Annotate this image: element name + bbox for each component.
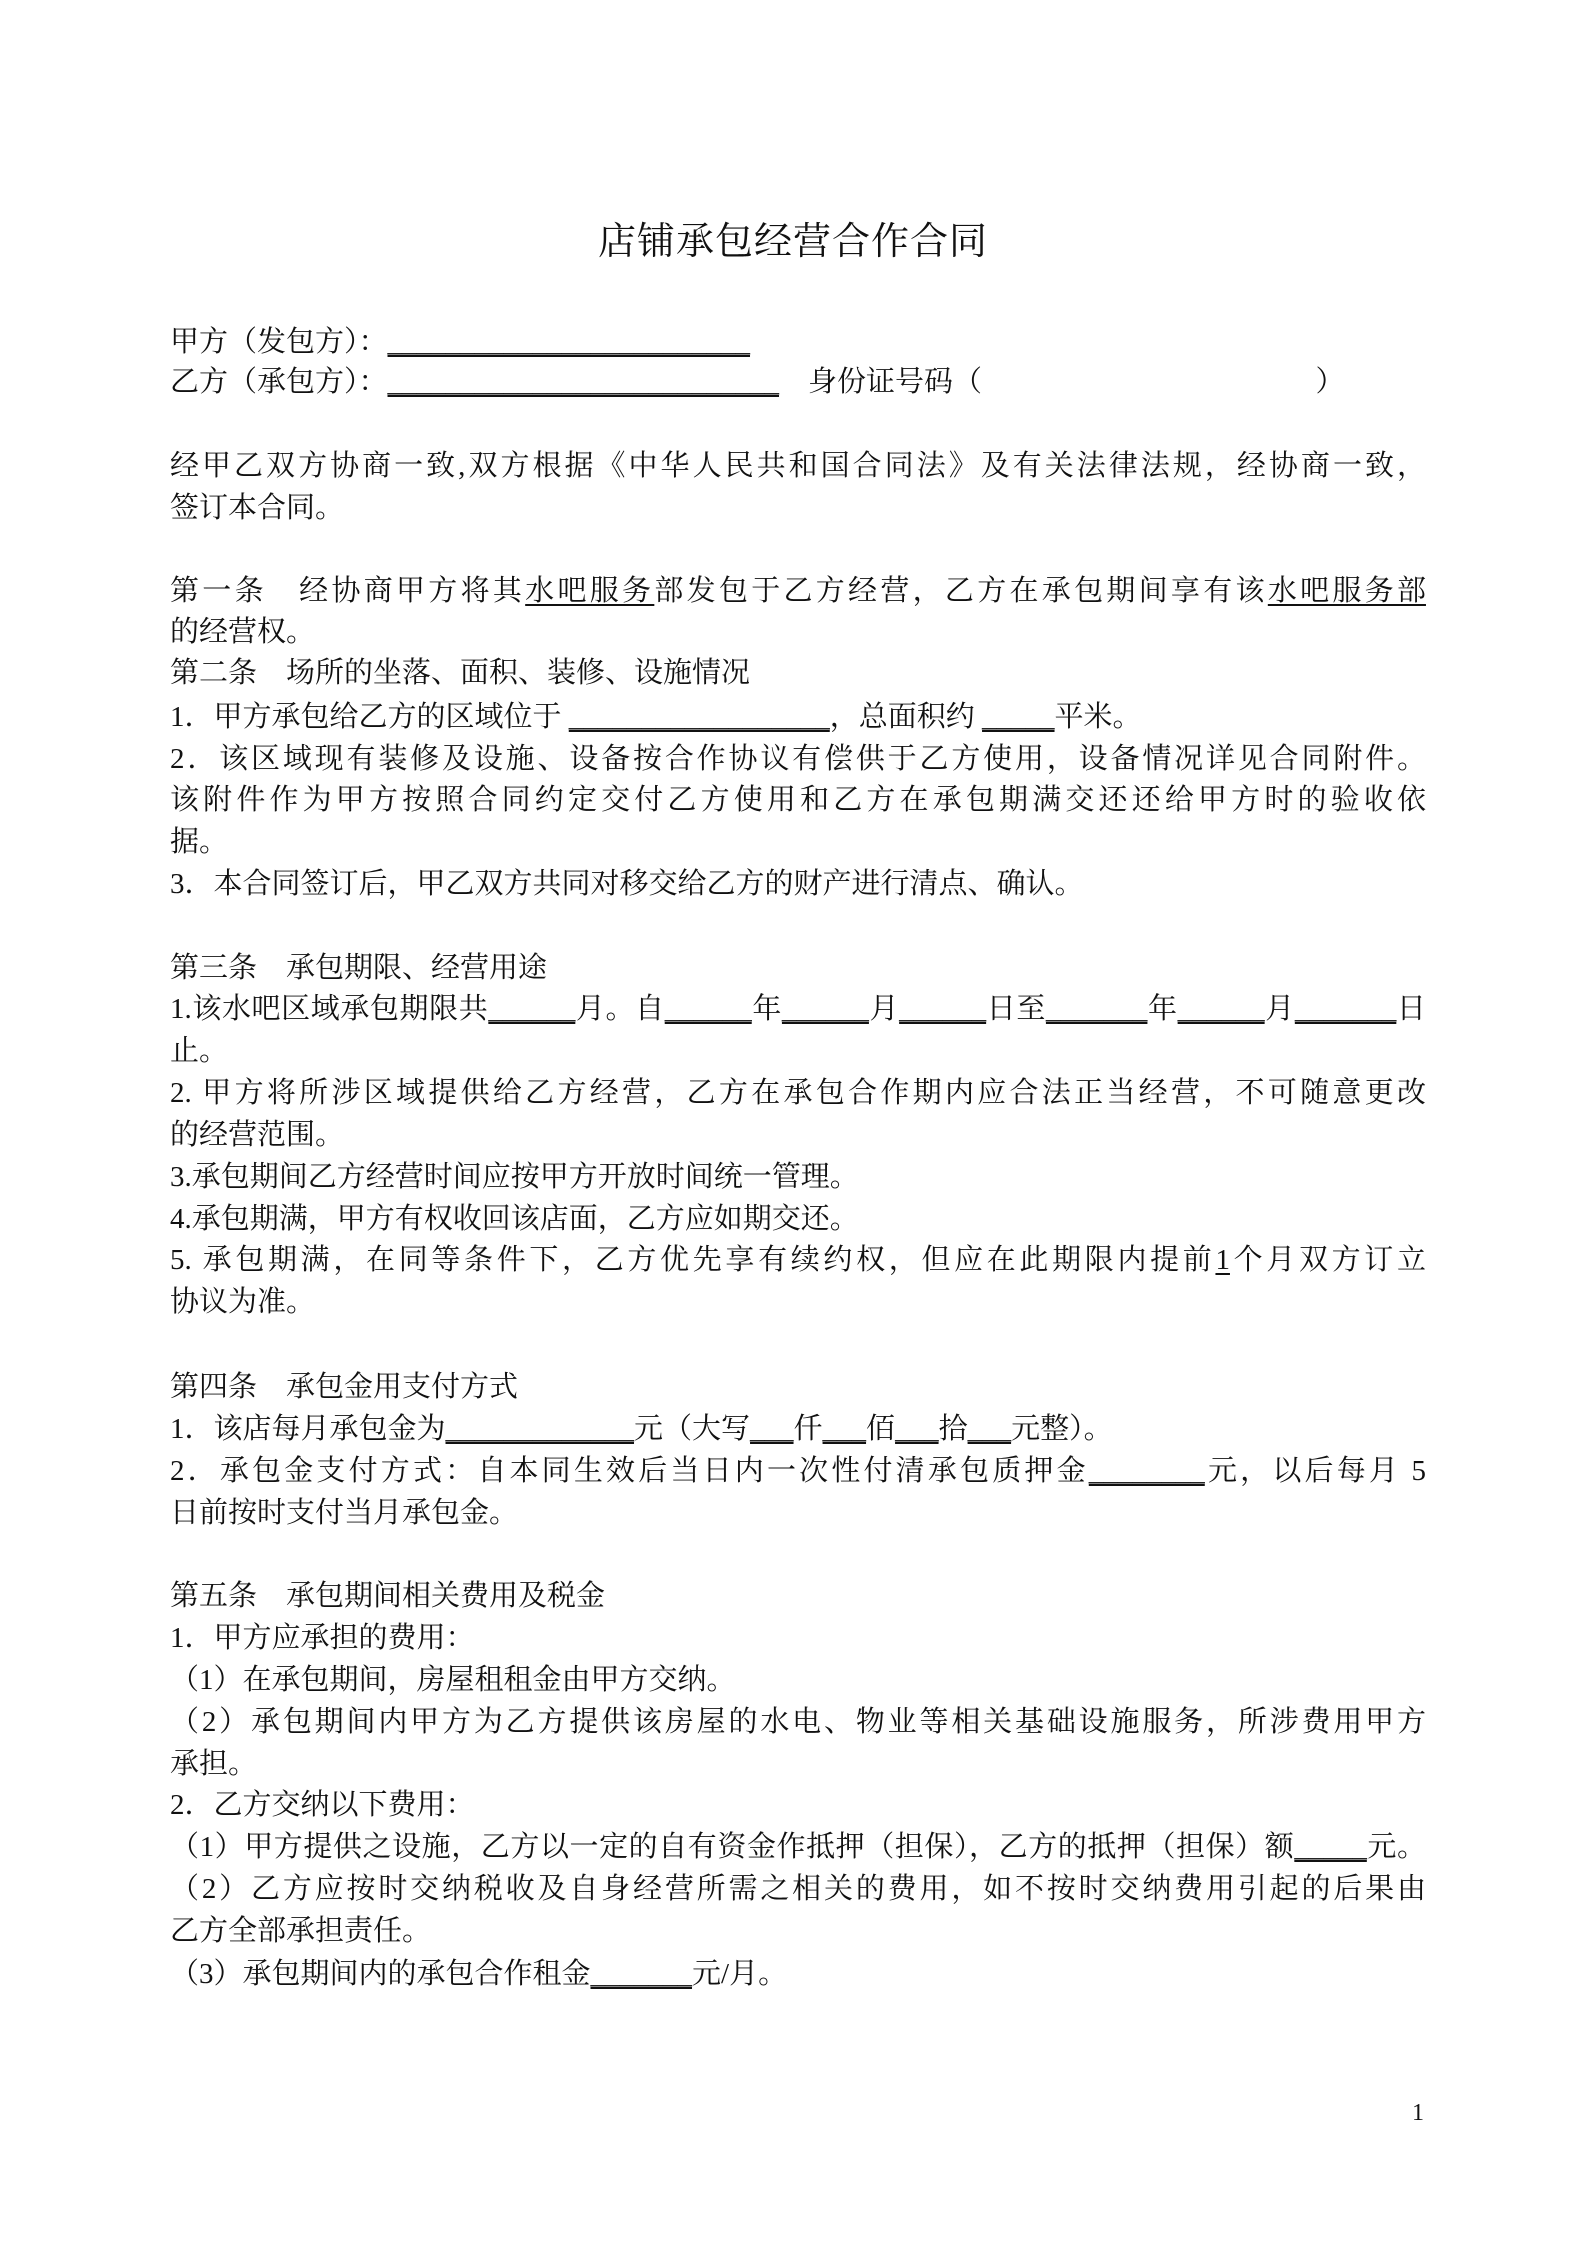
text-segment: 平米。: [1054, 701, 1142, 733]
text-segment: 2．承包金支付方式：自本同生效后当日内一次性付清承包质押金: [170, 1455, 1089, 1487]
underlined-field: __________________: [568, 701, 830, 733]
text-line: [170, 1702, 1426, 1742]
text-line: [170, 322, 750, 362]
text-line: [170, 488, 344, 528]
text-segment: 协议为准。: [170, 1286, 316, 1318]
text-line: [170, 1409, 1113, 1449]
text-line: [170, 822, 228, 862]
text-segment: 部发包于乙方经营，乙方在承包期间享有该: [654, 575, 1268, 607]
underlined-field: 水吧服务: [525, 575, 655, 607]
text-line: [170, 1451, 1426, 1491]
text-line: [170, 362, 1345, 402]
text-segment: 2．该区域现有装修及设施、设备按合作协议有偿供于乙方使用，设备情况详见合同附件。: [170, 743, 1426, 775]
text-segment: 元整）。: [1011, 1413, 1113, 1445]
text-segment: 拾: [938, 1413, 968, 1445]
text-segment: 日前按时支付当月承包金。: [170, 1497, 519, 1529]
underlined-field: ___: [822, 1413, 867, 1445]
text-segment: 第一条 经协商甲方将其: [170, 575, 526, 607]
text-segment: 佰: [866, 1413, 896, 1445]
text-segment: 3.承包期间乙方经营时间应按甲方开放时间统一管理。: [170, 1161, 859, 1193]
text-line: [170, 1157, 859, 1197]
text-segment: 签订本合同。: [170, 492, 345, 524]
text-segment: （2）乙方应按时交纳税收及自身经营所需之相关的费用，如不按时交纳费用引起的后果由: [170, 1873, 1426, 1905]
text-line: [170, 1367, 518, 1407]
text-segment: 第五条 承包期间相关费用及税金: [170, 1580, 606, 1612]
text-segment: 3．本合同签订后，甲乙双方共同对移交给乙方的财产进行清点、确认。: [170, 868, 1084, 900]
text-line: [170, 1282, 315, 1322]
underlined-field: ______: [664, 993, 752, 1025]
text-line: [170, 1744, 257, 1784]
text-segment: 元，以后每月 5: [1204, 1455, 1426, 1487]
text-segment: 元（大写: [634, 1413, 751, 1445]
text-segment: 2. 甲方将所涉区域提供给乙方经营，乙方在承包合作期内应合法正当经营，不可随意更改: [170, 1077, 1426, 1109]
text-line: [170, 1576, 605, 1616]
text-line: [170, 1827, 1426, 1867]
text-segment: 1．甲方承包给乙方的区域位于: [170, 701, 569, 733]
underlined-field: _____: [982, 701, 1055, 733]
underlined-field: 1: [1215, 1244, 1230, 1276]
text-line: [170, 697, 1142, 737]
underlined-field: _________________________: [387, 326, 751, 358]
text-line: [170, 739, 1426, 779]
underlined-field: ___: [750, 1413, 794, 1445]
text-segment: 年: [751, 993, 782, 1025]
underlined-field: _______: [1045, 993, 1148, 1025]
underlined-field: _____: [1294, 1831, 1367, 1863]
text-line: [170, 1240, 1426, 1280]
text-segment: 甲方（发包方）：: [170, 326, 388, 358]
text-line: [170, 864, 1084, 904]
text-segment: 止。: [170, 1035, 229, 1067]
text-line: [170, 1199, 859, 1239]
text-line: [170, 1785, 475, 1825]
text-segment: 身份证号码（ ）: [779, 366, 1345, 398]
text-line: [170, 1493, 518, 1533]
underlined-field: _____________: [445, 1413, 635, 1445]
text-segment: 仟: [793, 1413, 823, 1445]
text-segment: （2）承包期间内甲方为乙方提供该房屋的水电、物业等相关基础设施服务，所涉费用甲方: [170, 1706, 1426, 1738]
text-segment: 个月双方订立: [1229, 1244, 1426, 1276]
text-segment: 5. 承包期满，在同等条件下，乙方优先享有续约权，但应在此期限内提前: [170, 1244, 1216, 1276]
text-line: [170, 1073, 1426, 1113]
text-line: [170, 612, 315, 652]
text-segment: 第四条 承包金用支付方式: [170, 1371, 519, 1403]
text-segment: 承担。: [170, 1748, 258, 1780]
document-title: 店铺承包经营合作合同: [597, 221, 988, 263]
text-segment: 乙方（承包方）：: [170, 366, 388, 398]
text-line: [170, 571, 1426, 611]
text-line: [170, 1115, 344, 1155]
text-segment: 的经营权。: [170, 616, 316, 648]
underlined-field: _______: [590, 1958, 693, 1990]
text-line: [170, 948, 547, 988]
text-segment: 乙方全部承担责任。: [170, 1915, 432, 1947]
underlined-field: ______: [488, 993, 576, 1025]
text-segment: 月: [1264, 993, 1295, 1025]
text-line: [170, 1031, 228, 1071]
page-number: 1: [1412, 2100, 1424, 2126]
text-segment: 日: [1396, 993, 1426, 1025]
text-segment: 1．该店每月承包金为: [170, 1413, 446, 1445]
text-segment: 元/月。: [692, 1958, 788, 1990]
underlined-field: ______: [781, 993, 869, 1025]
text-line: [170, 653, 750, 693]
text-segment: 2．乙方交纳以下费用：: [170, 1789, 475, 1821]
text-segment: 月: [868, 993, 900, 1025]
underlined-field: ___: [967, 1413, 1012, 1445]
underlined-field: ___: [895, 1413, 939, 1445]
underlined-field: 水吧服务部: [1267, 575, 1426, 607]
text-segment: 元。: [1366, 1831, 1426, 1863]
text-line: [170, 989, 1426, 1029]
text-segment: ，总面积约: [829, 701, 983, 733]
text-segment: （3）承包期间内的承包合作租金: [170, 1958, 591, 1990]
text-line: [170, 780, 1426, 820]
text-line: [170, 1869, 1426, 1909]
text-segment: 日至: [986, 993, 1046, 1025]
text-segment: 月。自: [575, 993, 665, 1025]
underlined-field: ______: [1177, 993, 1265, 1025]
underlined-field: ___________________________: [387, 366, 780, 398]
text-segment: 据。: [170, 826, 229, 858]
text-segment: （1）在承包期间，房屋租租金由甲方交纳。: [170, 1664, 736, 1696]
text-segment: 4.承包期满，甲方有权收回该店面，乙方应如期交还。: [170, 1203, 859, 1235]
text-segment: 第三条 承包期限、经营用途: [170, 952, 548, 984]
text-line: [170, 1618, 475, 1658]
text-segment: 该附件作为甲方按照合同约定交付乙方使用和乙方在承包期满交还还给甲方时的验收依: [170, 784, 1426, 816]
text-segment: 的经营范围。: [170, 1119, 345, 1151]
underlined-field: _______: [1294, 993, 1397, 1025]
text-line: [170, 1660, 736, 1700]
text-segment: 第二条 场所的坐落、面积、装修、设施情况: [170, 657, 751, 689]
underlined-field: ______: [899, 993, 987, 1025]
text-segment: 年: [1147, 993, 1178, 1025]
text-segment: （1）甲方提供之设施，乙方以一定的自有资金作抵押（担保），乙方的抵押（担保）额: [170, 1831, 1295, 1863]
text-segment: 1．甲方应承担的费用：: [170, 1622, 475, 1654]
text-segment: 1.该水吧区域承包期限共: [170, 993, 489, 1025]
text-line: [170, 1954, 787, 1994]
text-segment: 经甲乙双方协商一致,双方根据《中华人民共和国合同法》及有关法律法规，经协商一致，: [170, 450, 1426, 482]
text-line: [170, 1911, 431, 1951]
text-line: [170, 446, 1426, 486]
underlined-field: ________: [1088, 1455, 1205, 1487]
